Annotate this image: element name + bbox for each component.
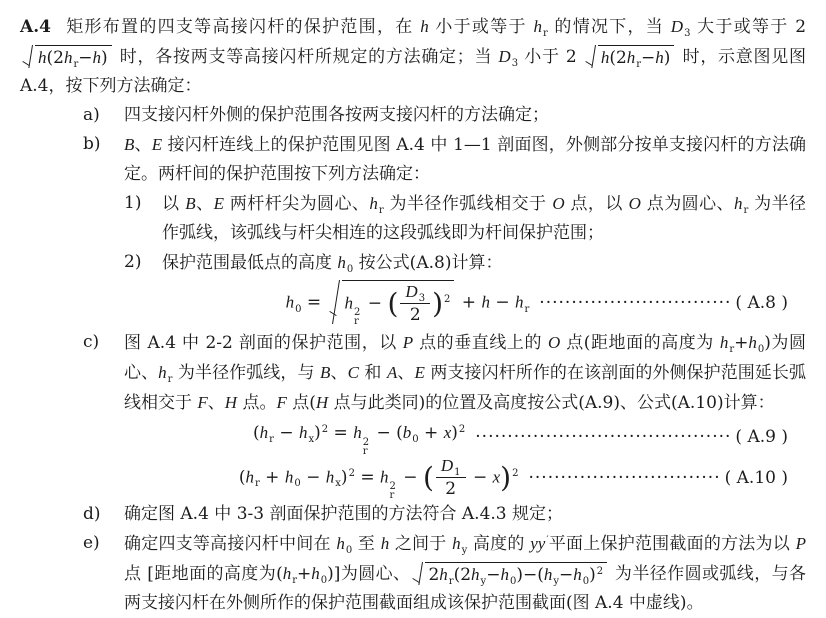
formula-a10-number: ( A.10 ) [724, 467, 788, 488]
item-d-label: d) [83, 504, 101, 525]
formula-a10-equation: $(h_r + h_0 - h_x)^2 = h$ 2 r − ( $\frac{D_1}{2}$ − x)$^2$ [238, 456, 519, 502]
item-b1-label: 1) [124, 193, 142, 213]
section-paragraph [20, 12, 806, 101]
formula-a8-leader-dots: ······························ [539, 292, 732, 313]
list-item-d [20, 500, 806, 529]
item-e-label: e) [83, 533, 100, 554]
list-item-c [20, 328, 806, 418]
formula-a9-number: ( A.9 ) [735, 426, 788, 447]
item-a-label: a) [83, 105, 100, 125]
formula-a10-row [20, 456, 806, 500]
formula-a8-equation: $h_0$ = h 2 r − ( $\frac{D_3}{2}$ )$^2$ + $h - h_r$ [285, 281, 530, 328]
formula-a10-leader-dots: ······························ [528, 467, 721, 488]
item-b-text: B、E 接闪杆连线上的保护范围见图 A.4 中 1—1 剖面图，外侧部分按单支接闪杆的方法确定。两杆间的保护范围按下列方法确定： [124, 135, 806, 184]
item-b2-label: 2) [124, 252, 142, 272]
item-c-text: 图 A.4 中 2-2 剖面的保护范围，以 P 点的垂直线上的 O 点(距地面的高度为 $h_r+h_0$)为圆心、$h_r$ 为半径作弧线，与 B、C 和 A、E 两支接闪杆所作的在该剖面的外侧保护范围延长弧线相交于 F、H 点。F 点(H 点与此类同)的位置及高度按公式(A.9)、公式(A.10)计算： [124, 333, 807, 413]
list-item-b1 [20, 189, 806, 248]
list-item-b [20, 130, 806, 189]
section-number: A.4 [20, 17, 51, 37]
item-e-text: 确定四支等高接闪杆中间在 $h_0$ 至 h 之间于 $h_y$ 高度的 yy′平面上保护范围截面的方法为以 P 点 [距地面的高度为$(h_r+h_0)$]为圆心、 $2h_r(2h_y-h_0)-(h_y-h_0)^2$ 为半径作圆或弧线，与各两支接闪杆在外侧所作的保护范围截面组成该保护范围截面(图 A.4 中虚线)。 [124, 534, 807, 614]
document-page [20, 12, 806, 618]
item-b1-text: 以 B、E 两杆杆尖为圆心、$h_r$ 为半径作弧线相交于 O 点，以 O 点为圆心、$h_r$ 为半径作弧线，该弧线与杆尖相连的这段弧线即为杆间保护范围； [162, 194, 807, 243]
item-b-label: b) [83, 134, 101, 154]
list-item-b2 [20, 248, 806, 278]
section-intro-text: 矩形布置的四支等高接闪杆的保护范围，在 h 小于或等于 $h_r$ 的情况下，当 $D_3$ 大于或等于 2 $h(2h_r-h)$ 时，各按两支等高接闪杆所规定的方法确定；当 $D_3$ 小于 2 $h(2h_r-h)$ 时，示意图见图 A.4，按下列方法确定： [20, 17, 807, 96]
formula-a9-row [20, 418, 806, 456]
formula-a9-leader-dots: ········································ [475, 426, 732, 447]
item-c-label: c) [83, 332, 100, 352]
list-item-a [20, 101, 806, 130]
formula-a8-number: ( A.8 ) [735, 292, 788, 313]
list-item-e [20, 529, 806, 618]
item-d-text: 确定图 A.4 中 3-3 剖面保护范围的方法符合 A.4.3 规定； [124, 504, 564, 525]
formula-a8-row [20, 278, 806, 328]
item-b2-text: 保护范围最低点的高度 $h_0$ 按公式(A.8)计算： [162, 253, 503, 275]
item-a-text: 四支接闪杆外侧的保护范围各按两支接闪杆的方法确定； [124, 105, 549, 125]
formula-a9-equation: $(h_r - h_x)^2 = h$ 2 r − $(b_0 + x)^2$ [253, 423, 466, 457]
